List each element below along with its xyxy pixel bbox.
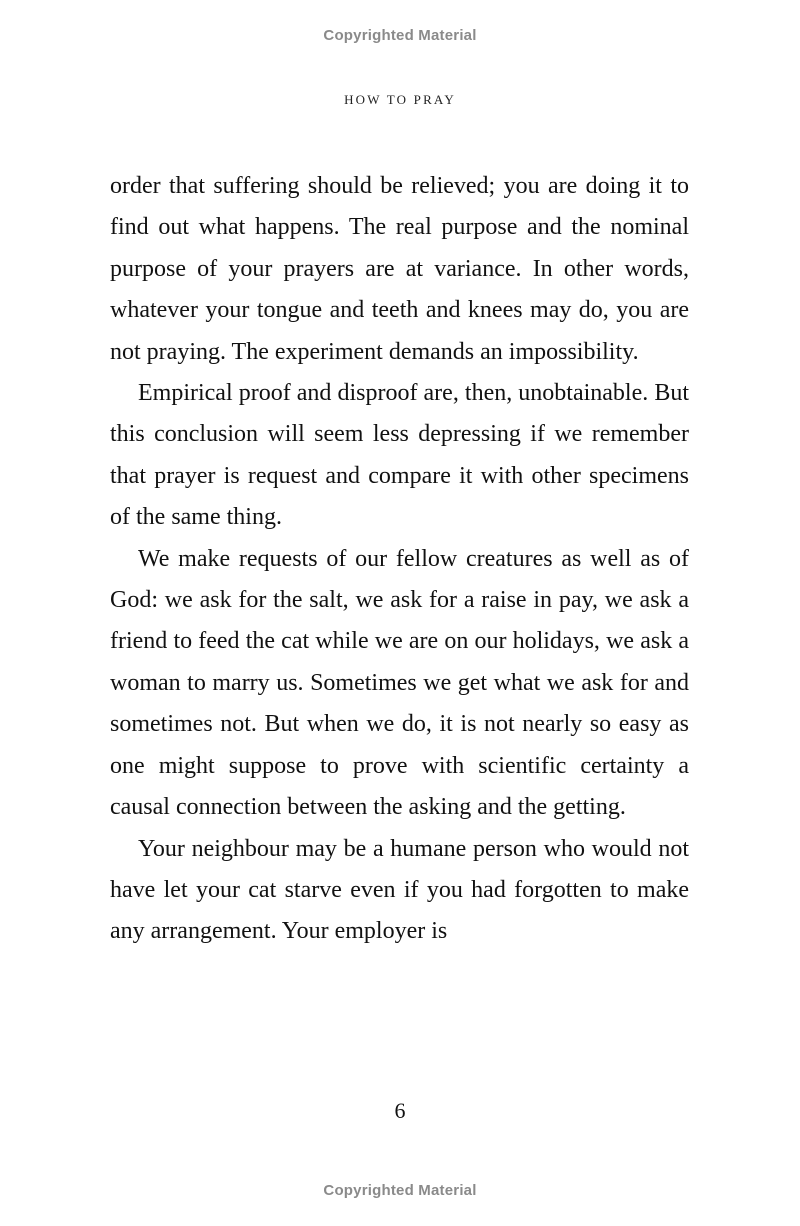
paragraph: We make requests of our fellow creatures as well as of God: we ask for the salt, we ask for a raise in pay, we ask a friend to feed the cat while we are on our holidays, we ask a woman to marry us. Sometimes we get what we ask for and sometimes not. But when we do, it is not nearly so easy as one might suppose to prove with scientific certainty a causal connection between the asking and the getting. xyxy=(110,545,689,821)
paragraph: Empirical proof and disproof are, then, unobtainable. But this conclusion will seem less depressing if we remember that prayer is request and compare it with other specimens of the same thing. xyxy=(110,380,689,531)
paragraph: Your neighbour may be a humane person who would not have let your cat starve even if you had forgotten to make any arrangement. Your employer is xyxy=(110,835,689,945)
paragraph-continued: order that suffering should be relieved; you are doing it to find out what happens. The real purpose and the nominal purpose of your prayers are at variance. In other words, whatever your tongue and teeth and knees may do, you are not praying. The experiment demands an impossibility. xyxy=(110,173,689,365)
page-body xyxy=(110,166,689,953)
copyright-watermark-top: Copyrighted Material xyxy=(323,27,477,44)
copyright-watermark-bottom: Copyrighted Material xyxy=(323,1182,477,1199)
running-head: HOW TO PRAY xyxy=(344,92,456,107)
page-number: 6 xyxy=(394,1098,406,1123)
